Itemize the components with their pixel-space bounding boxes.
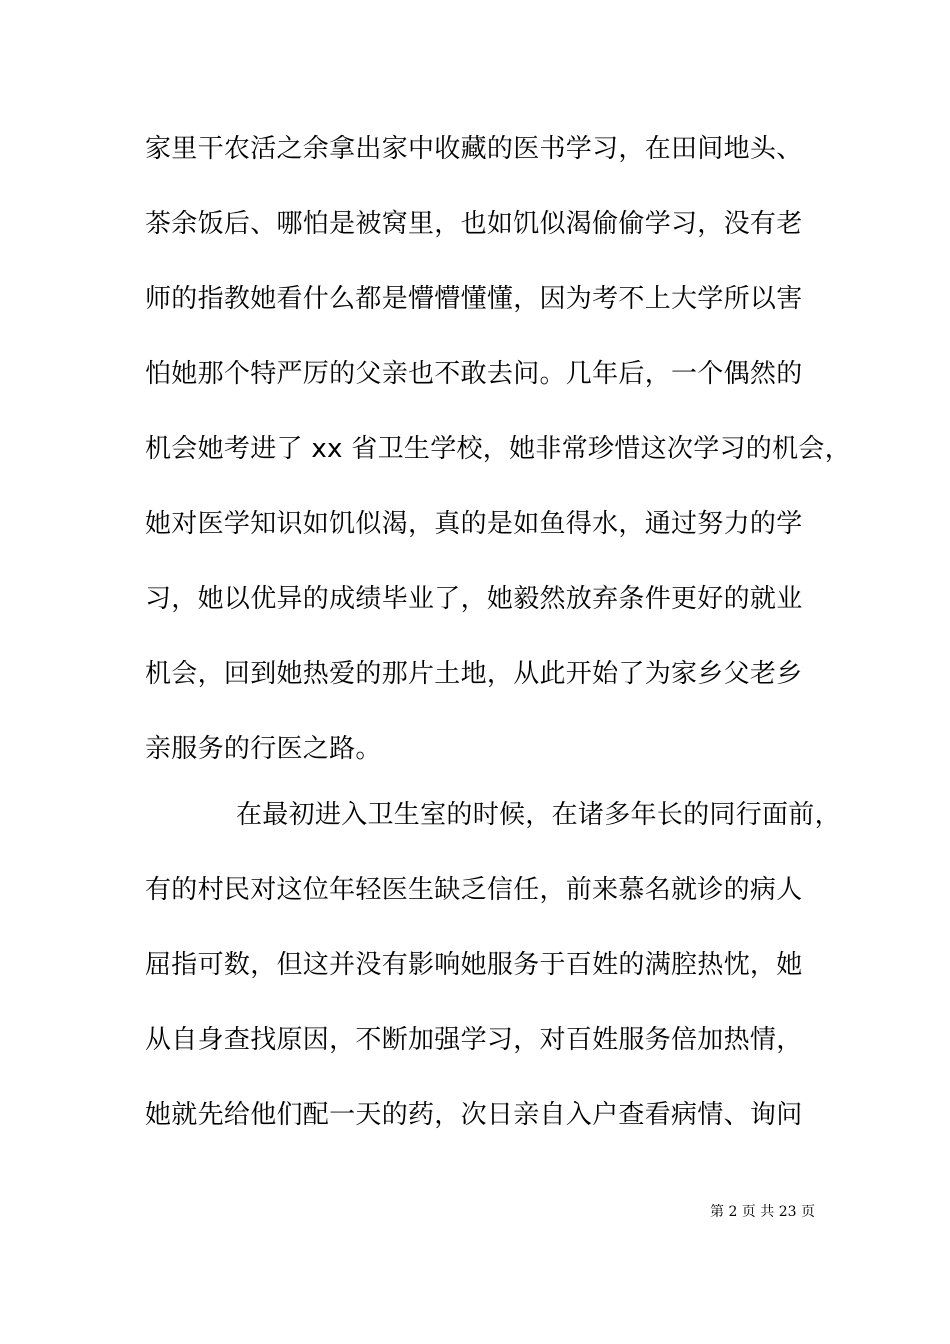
- paragraph-start-line: 在最初进入卫生室的时候，在诸多年长的同行面前，: [236, 800, 841, 830]
- body-text-line: 机会，回到她热爱的那片土地，从此开始了为家乡父老乡: [145, 659, 803, 689]
- body-text-line: 有的村民对这位年轻医生缺乏信任，前来慕名就诊的病人: [145, 875, 803, 905]
- body-text-line: 亲服务的行医之路。: [145, 734, 382, 764]
- body-text-line: 怕她那个特严厉的父亲也不敢去问。几年后，一个偶然的: [145, 359, 803, 389]
- body-text-line: 从自身查找原因，不断加强学习，对百姓服务倍加热情，: [145, 1025, 803, 1055]
- body-text-line: 屈指可数，但这并没有影响她服务于百姓的满腔热忱，她: [145, 950, 803, 980]
- body-text-line: 机会她考进了 xx 省卫生学校，她非常珍惜这次学习的机会，: [145, 434, 852, 464]
- body-text-line: 习，她以优异的成绩毕业了，她毅然放弃条件更好的就业: [145, 584, 803, 614]
- body-text-line: 家里干农活之余拿出家中收藏的医书学习，在田间地头、: [145, 134, 803, 164]
- body-text-line: 她对医学知识如饥似渴，真的是如鱼得水，通过努力的学: [145, 509, 803, 539]
- body-text-line: 师的指教她看什么都是懵懵懂懂，因为考不上大学所以害: [145, 284, 803, 314]
- body-text-line: 她就先给他们配一天的药，次日亲自入户查看病情、询问: [145, 1100, 803, 1130]
- page-number-footer: 第 2 页 共 23 页: [710, 1204, 815, 1220]
- body-text-line: 茶余饭后、哪怕是被窝里，也如饥似渴偷偷学习，没有老: [145, 209, 803, 239]
